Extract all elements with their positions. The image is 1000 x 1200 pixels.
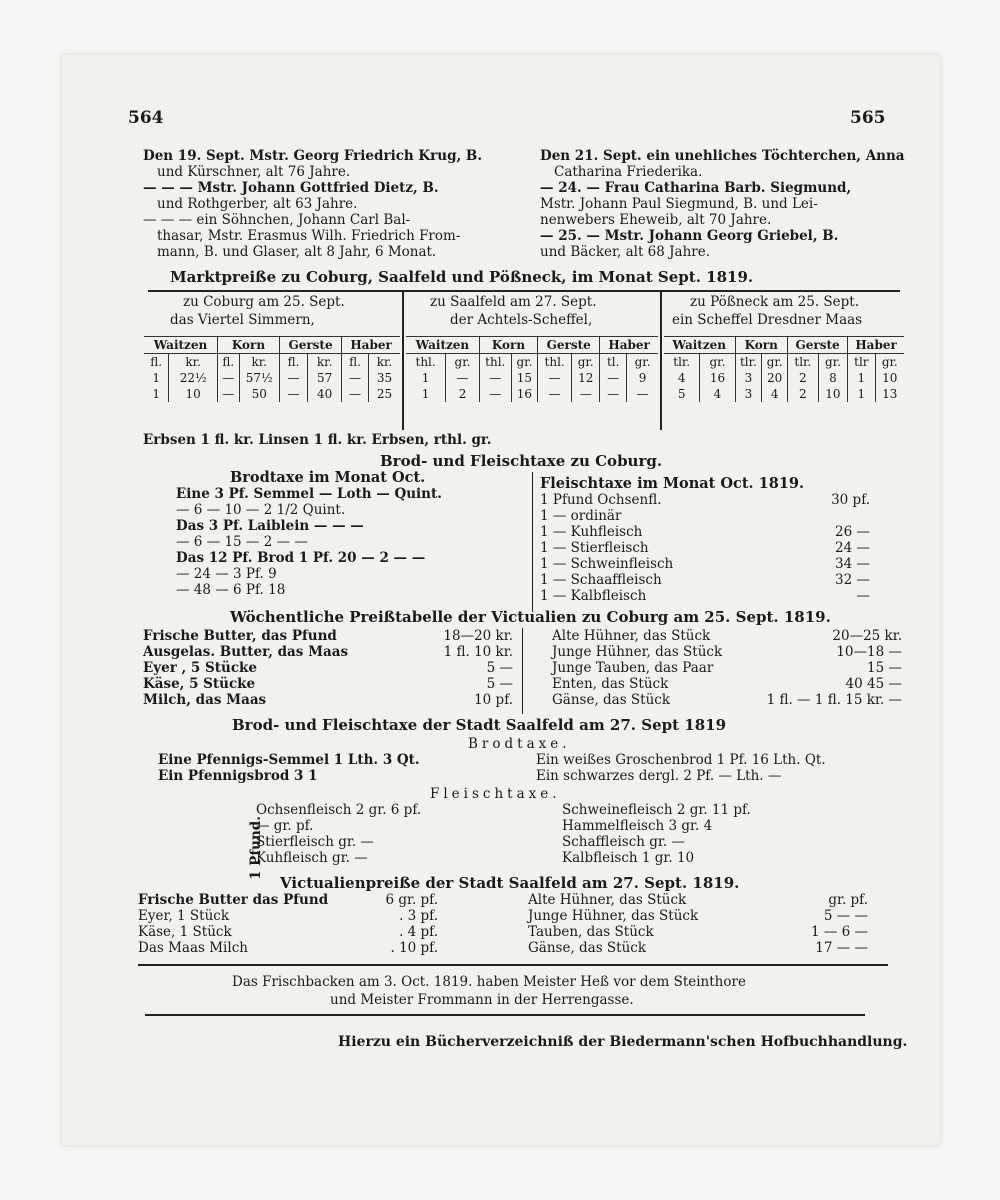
price-cell: 25 — [376, 387, 393, 401]
price-cell: 10 — [818, 386, 847, 402]
price-cell: — — [217, 386, 239, 402]
coburg-price-table — [144, 336, 400, 416]
price-cell: 4 — [700, 386, 735, 402]
grain-header: Korn — [479, 337, 537, 354]
price-cell: 1 — [406, 370, 446, 386]
unit-cell: gr. — [762, 354, 788, 371]
price-cell: 2 — [787, 370, 818, 386]
price-value: — — [856, 588, 870, 604]
divider — [148, 290, 900, 292]
victualien-right — [528, 892, 868, 956]
text-line: nenwebers Eheweib, alt 70 Jahre. — [540, 212, 772, 228]
price-cell: 4 — [664, 370, 700, 386]
market-title: Marktpreiße zu Coburg, Saalfeld und Pößneck, im Monat Sept. 1819. — [170, 268, 754, 286]
text-line: 1 Pfund Ochsenfl. — [540, 492, 662, 508]
grain-header: Gerste — [538, 337, 600, 354]
price-cell: 40 — [308, 386, 342, 402]
price-cell: — — [479, 386, 511, 402]
text-line: — — — Mstr. Johann Gottfried Dietz, B. — [143, 180, 439, 196]
divider — [660, 292, 662, 430]
saalfeld-fleisch-right — [562, 802, 751, 866]
unit-cell: gr. — [881, 355, 898, 369]
text-line: und Bäcker, alt 68 Jahre. — [540, 244, 711, 260]
saalfeld-header-1: zu Saalfeld am 27. Sept. — [430, 294, 597, 310]
saalfeld-price-table — [406, 336, 658, 416]
unit-cell: gr. — [818, 354, 847, 371]
price-cell: — — [217, 370, 239, 386]
grain-header: Waitzen — [664, 337, 735, 354]
text-line: Ochsenfleisch 2 gr. 6 pf. — [256, 802, 422, 818]
price-value: 5 — — [486, 676, 513, 692]
text-line: Schweinefleisch 2 gr. 11 pf. — [562, 802, 751, 818]
price-value: 10 pf. — [474, 692, 513, 708]
saalfeld-brod-left — [158, 752, 420, 784]
text-line: Kuhfleisch gr. — — [256, 850, 368, 866]
unit-cell: fl. — [144, 354, 169, 371]
divider — [138, 964, 888, 966]
bookseller-note: Hierzu ein Bücherverzeichniß der Biedermann'schen Hofbuchhandlung. — [338, 1034, 908, 1050]
text-line: Das 12 Pf. Brod 1 Pf. 20 — 2 — — — [176, 550, 426, 566]
notice-line-1: Das Frischbacken am 3. Oct. 1819. haben Meister Heß vor dem Steinthore — [232, 974, 746, 990]
unit-cell: tlr — [848, 354, 875, 371]
unit-cell: gr. — [511, 354, 537, 371]
text-line: Mstr. Johann Paul Siegmund, B. und Lei- — [540, 196, 818, 212]
grain-header: Korn — [217, 337, 279, 354]
item-label: Gänse, das Stück — [552, 692, 671, 708]
price-cell: — — [342, 370, 369, 386]
price-cell: 3 — [735, 370, 762, 386]
text-line: — 25. — Mstr. Johann Georg Griebel, B. — [540, 228, 839, 244]
price-cell: 2 — [787, 386, 818, 402]
grain-header: Haber — [600, 337, 658, 354]
text-line: — gr. pf. — [256, 818, 314, 834]
price-cell: 12 — [572, 370, 600, 386]
price-cell: 1 — [406, 386, 446, 402]
unit-cell: fl. — [279, 354, 307, 371]
item-label: Ausgelas. Butter, das Maas — [143, 644, 349, 660]
price-cell: — — [279, 386, 307, 402]
price-cell: — — [636, 387, 649, 401]
text-line: — 24 — 3 Pf. 9 — [176, 566, 277, 582]
price-cell: 16 — [511, 386, 537, 402]
coburg-header-1: zu Coburg am 25. Sept. — [183, 294, 345, 310]
unit-cell: thl. — [538, 354, 572, 371]
grain-header: Haber — [342, 337, 400, 354]
price-cell: 15 — [511, 370, 537, 386]
text-line: 1 — Kuhfleisch — [540, 524, 643, 540]
price-cell: 9 — [638, 371, 647, 385]
price-cell: 1 — [848, 370, 875, 386]
unit-cell: gr. — [634, 355, 651, 369]
price-cell: — — [538, 386, 572, 402]
pfund-label: 1 Pfund. — [247, 816, 264, 880]
item-label: Frische Butter, das Pfund — [143, 628, 337, 644]
unit-cell: kr. — [376, 355, 393, 369]
unit-cell: gr. — [700, 354, 735, 371]
text-line: 1 — Schaaffleisch — [540, 572, 662, 588]
text-line: — 24. — Frau Catharina Barb. Siegmund, — [540, 180, 852, 196]
fleischtaxe-block — [540, 476, 870, 604]
unit-cell: kr. — [239, 354, 279, 371]
price-value: 5 — — — [823, 908, 868, 924]
item-label: Käse, 1 Stück — [138, 924, 232, 940]
text-line: 1 — Kalbfleisch — [540, 588, 647, 604]
item-label: Junge Hühner, das Stück — [528, 908, 699, 924]
item-label: Eyer , 5 Stücke — [143, 660, 257, 676]
price-cell: 16 — [700, 370, 735, 386]
price-cell: 57 — [308, 370, 342, 386]
price-cell: 10 — [882, 371, 898, 385]
right-column — [540, 148, 905, 260]
price-value: gr. pf. — [828, 892, 868, 908]
item-label: Das Maas Milch — [138, 940, 248, 956]
price-cell: — — [600, 386, 627, 402]
coburg-header-2: das Viertel Simmern, — [170, 312, 315, 328]
price-value: 18—20 kr. — [443, 628, 513, 644]
price-value: . 4 pf. — [399, 924, 438, 940]
grain-header: Gerste — [279, 337, 341, 354]
price-cell: — — [572, 386, 600, 402]
text-line: Ein Pfennigsbrod 3 1 — [158, 768, 318, 784]
victualien-left — [138, 892, 438, 956]
grain-header: Korn — [735, 337, 787, 354]
price-value: 1 — 6 — — [810, 924, 868, 940]
text-line: — 6 — 10 — 2 1/2 Quint. — [176, 502, 346, 518]
text-line: Stierfleisch gr. — — [256, 834, 374, 850]
price-value: . 3 pf. — [399, 908, 438, 924]
brodtaxe-title: Brodtaxe im Monat Oct. — [230, 469, 426, 486]
price-cell: 8 — [818, 370, 847, 386]
brodtaxe-block — [176, 470, 442, 598]
price-cell: 1 — [848, 386, 875, 402]
grain-header: Waitzen — [406, 337, 479, 354]
unit-cell: gr. — [446, 354, 480, 371]
grain-header: Haber — [848, 337, 904, 354]
item-label: Alte Hühner, das Stück — [528, 892, 687, 908]
price-value: 1 fl. 10 kr. — [443, 644, 513, 660]
price-cell: 35 — [376, 371, 393, 385]
divider — [145, 1014, 865, 1016]
price-value: 30 pf. — [831, 492, 870, 508]
price-value: 26 — — [835, 524, 870, 540]
text-line: Schaffleisch gr. — — [562, 834, 685, 850]
item-label: Eyer, 1 Stück — [138, 908, 230, 924]
text-line: Catharina Friederika. — [554, 164, 703, 180]
poessneck-header-1: zu Pößneck am 25. Sept. — [690, 294, 859, 310]
item-label: Milch, das Maas — [143, 692, 267, 708]
price-cell: 2 — [446, 386, 480, 402]
unit-cell: thl. — [479, 354, 511, 371]
text-line: mann, B. und Glaser, alt 8 Jahr, 6 Monat. — [157, 244, 437, 260]
price-value: . 10 pf. — [390, 940, 438, 956]
text-line: 1 — Stierfleisch — [540, 540, 649, 556]
item-label: Alte Hühner, das Stück — [552, 628, 711, 644]
price-cell: 5 — [664, 386, 700, 402]
item-label: Junge Tauben, das Paar — [552, 660, 714, 676]
fleischtaxe-title: Fleischtaxe im Monat Oct. 1819. — [540, 475, 805, 492]
item-label: Käse, 5 Stücke — [143, 676, 256, 692]
unit-cell: tl. — [600, 354, 627, 371]
price-value: 6 gr. pf. — [385, 892, 438, 908]
poessneck-header-2: ein Scheffel Dresdner Maas — [672, 312, 863, 328]
unit-cell: thl. — [406, 354, 446, 371]
price-cell: — — [446, 370, 480, 386]
item-label: Gänse, das Stück — [528, 940, 647, 956]
price-cell: 1 — [144, 386, 169, 402]
unit-cell: kr. — [308, 354, 342, 371]
saalfeld-title: Brod- und Fleischtaxe der Stadt Saalfeld am 27. Sept 1819 — [232, 716, 727, 734]
price-cell: 20 — [762, 370, 788, 386]
unit-cell: tlr. — [787, 354, 818, 371]
text-line: Den 21. Sept. ein unehliches Töchterchen, Anna — [540, 148, 905, 164]
price-cell: 50 — [239, 386, 279, 402]
price-cell: 10 — [169, 386, 218, 402]
price-value: 40 45 — — [845, 676, 902, 692]
item-label: Tauben, das Stück — [528, 924, 654, 940]
price-cell: 13 — [882, 387, 898, 401]
saalfeld-brod-right — [536, 752, 826, 784]
text-line: und Kürschner, alt 76 Jahre. — [157, 164, 351, 180]
weekly-left — [143, 628, 513, 708]
price-value: 10—18 — — [836, 644, 902, 660]
price-cell: 22½ — [169, 370, 218, 386]
text-line: — 48 — 6 Pf. 18 — [176, 582, 286, 598]
text-line: 1 — Schweinfleisch — [540, 556, 674, 572]
price-cell: 1 — [144, 370, 169, 386]
text-line: Eine 3 Pf. Semmel — Loth — Quint. — [176, 486, 442, 502]
grain-header: Waitzen — [144, 337, 217, 354]
price-value: 5 — — [486, 660, 513, 676]
victualien-title: Victualienpreiße der Stadt Saalfeld am 27. Sept. 1819. — [280, 874, 740, 892]
price-value: 1 fl. — 1 fl. 15 kr. — — [766, 692, 902, 708]
grain-header: Gerste — [787, 337, 847, 354]
item-label: Junge Hühner, das Stück — [552, 644, 723, 660]
price-value: 24 — — [835, 540, 870, 556]
text-line: Das 3 Pf. Laiblein — — — — [176, 518, 364, 534]
price-value: 15 — — [867, 660, 902, 676]
price-value: 32 — — [835, 572, 870, 588]
text-line: Ein schwarzes dergl. 2 Pf. — Lth. — — [536, 768, 782, 784]
price-value: 20—25 kr. — [832, 628, 902, 644]
price-cell: — — [479, 370, 511, 386]
price-cell: — — [538, 370, 572, 386]
text-line: Ein weißes Groschenbrod 1 Pf. 16 Lth. Qt. — [536, 752, 826, 768]
text-line: — — — ein Söhnchen, Johann Carl Bal- — [143, 212, 411, 228]
price-cell: — — [342, 386, 369, 402]
text-line: Eine Pfennigs-Semmel 1 Lth. 3 Qt. — [158, 752, 420, 768]
page-number-right: 565 — [850, 108, 886, 128]
unit-cell: fl. — [217, 354, 239, 371]
item-label: Frische Butter das Pfund — [138, 892, 329, 908]
notice-line-2: und Meister Frommann in der Herrengasse. — [330, 992, 634, 1008]
poessneck-price-table — [664, 336, 904, 416]
fleischtaxe-label: Fleischtaxe. — [430, 786, 561, 802]
price-cell: 57½ — [239, 370, 279, 386]
price-value: 17 — — — [815, 940, 868, 956]
text-line: — 6 — 15 — 2 — — — [176, 534, 308, 550]
price-value: 34 — — [835, 556, 870, 572]
left-column — [143, 148, 482, 260]
brod-title: Brod- und Fleischtaxe zu Coburg. — [380, 452, 663, 470]
brodtaxe-label: Brodtaxe. — [468, 736, 571, 752]
saalfeld-header-2: der Achtels-Scheffel, — [450, 312, 593, 328]
price-cell: 4 — [762, 386, 788, 402]
unit-cell: gr. — [572, 354, 600, 371]
unit-cell: tlr. — [735, 354, 762, 371]
text-line: Den 19. Sept. Mstr. Georg Friedrich Krug, B. — [143, 148, 483, 164]
price-cell: 3 — [735, 386, 762, 402]
divider — [532, 472, 533, 612]
weekly-title: Wöchentliche Preißtabelle der Victualien zu Coburg am 25. Sept. 1819. — [230, 608, 831, 626]
price-cell: — — [600, 370, 627, 386]
page-number-left: 564 — [128, 108, 164, 128]
text-line: Kalbfleisch 1 gr. 10 — [562, 850, 695, 866]
text-line: 1 — ordinär — [540, 508, 622, 524]
price-cell: — — [279, 370, 307, 386]
unit-cell: tlr. — [664, 354, 700, 371]
saalfeld-fleisch-left — [256, 802, 421, 866]
unit-cell: fl. — [342, 354, 369, 371]
divider — [402, 292, 404, 430]
text-line: Hammelfleisch 3 gr. 4 — [562, 818, 713, 834]
text-line: thasar, Mstr. Erasmus Wilh. Friedrich From- — [157, 228, 461, 244]
item-label: Enten, das Stück — [552, 676, 669, 692]
unit-cell: kr. — [169, 354, 218, 371]
weekly-right — [552, 628, 902, 708]
market-footer: Erbsen 1 fl. kr. Linsen 1 fl. kr. Erbsen, rthl. gr. — [143, 432, 492, 448]
divider — [522, 628, 523, 714]
text-line: und Rothgerber, alt 63 Jahre. — [157, 196, 358, 212]
